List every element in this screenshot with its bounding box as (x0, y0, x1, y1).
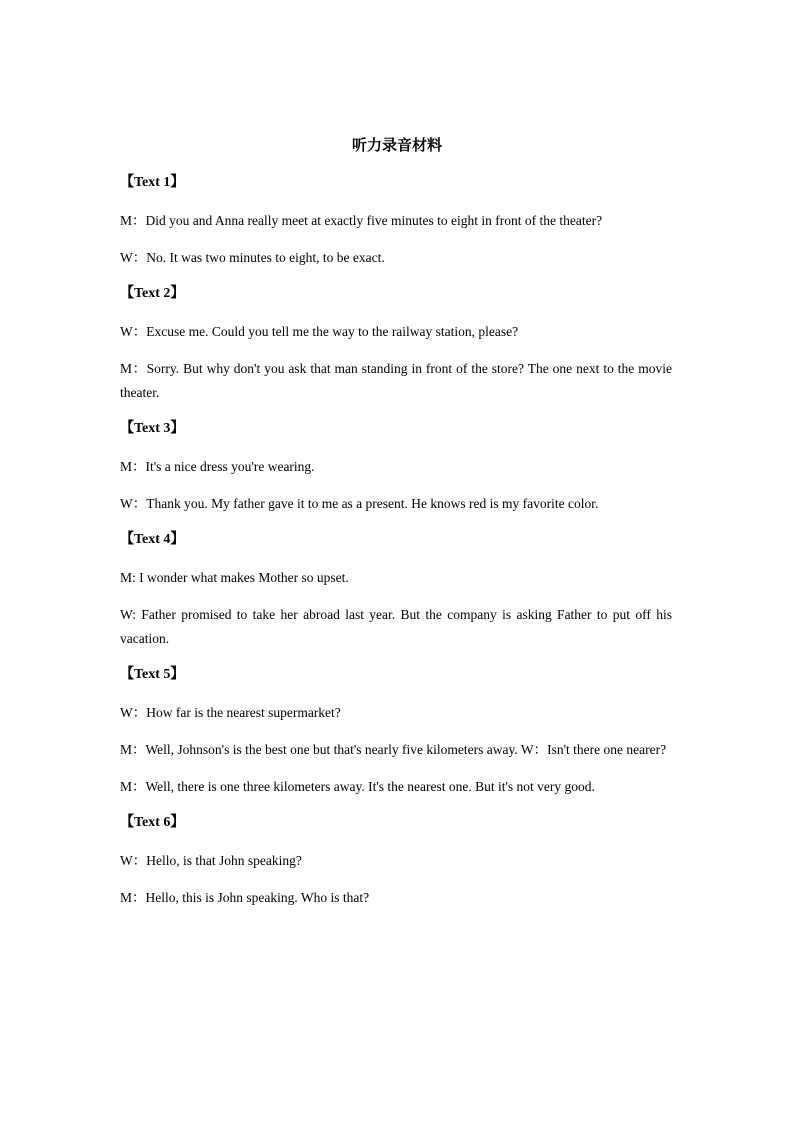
dialogue-line: M：Well, there is one three kilometers away. It's the nearest one. But it's not very good. (120, 779, 595, 794)
section-heading: 【Text 1】 (120, 175, 185, 190)
dialogue-line: M：Did you and Anna really meet at exactly five minutes to eight in front of the theater? (120, 213, 603, 228)
section-heading: 【Text 6】 (120, 815, 185, 830)
dialogue-line: W: Father promised to take her abroad last year. But the company is asking Father to put off his vacation. (120, 607, 672, 646)
dialogue-line: M：Sorry. But why don't you ask that man standing in front of the store? The one next to the movie theater. (120, 361, 672, 400)
dialogue-line: M：Well, Johnson's is the best one but that's nearly five kilometers away. W：Isn't there one nearer? (120, 742, 667, 757)
dialogue-line: W：How far is the nearest supermarket? (120, 705, 341, 720)
dialogue-line: M：Hello, this is John speaking. Who is that? (120, 890, 370, 905)
section-heading: 【Text 5】 (120, 667, 185, 682)
section-heading: 【Text 2】 (120, 286, 185, 301)
dialogue-line: M：It's a nice dress you're wearing. (120, 459, 315, 474)
dialogue-line: M: I wonder what makes Mother so upset. (120, 570, 349, 585)
dialogue-line: W：Hello, is that John speaking? (120, 853, 302, 868)
section-heading: 【Text 3】 (120, 421, 185, 436)
dialogue-line: W：Excuse me. Could you tell me the way to the railway station, please? (120, 324, 519, 339)
dialogue-line: W：Thank you. My father gave it to me as a present. He knows red is my favorite color. (120, 496, 599, 511)
dialogue-line: W：No. It was two minutes to eight, to be exact. (120, 250, 385, 265)
transcript-body (120, 172, 672, 923)
section-heading: 【Text 4】 (120, 532, 185, 547)
page-title: 听力录音材料 (351, 136, 442, 154)
